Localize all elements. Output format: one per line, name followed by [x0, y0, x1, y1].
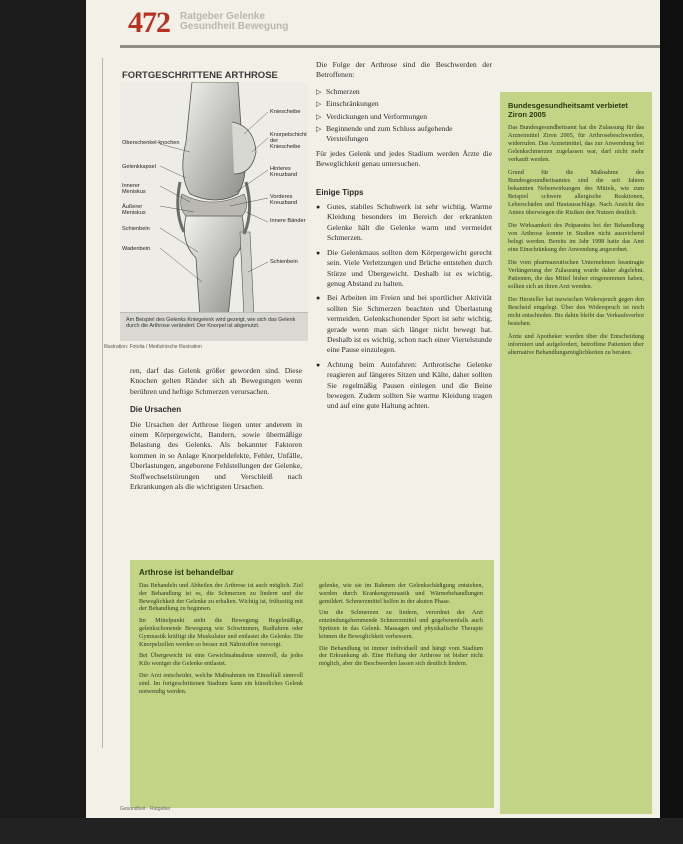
page-footer: Gesundheit · Ratgeber [120, 806, 171, 812]
scan-bottom-edge [0, 818, 683, 844]
page-header-text: Ratgeber Gelenke Gesundheit Bewegung [180, 11, 289, 32]
fig-label-left-2: Gelenkkapsel [122, 164, 156, 170]
fig-label-right-1: Kniescheibe [270, 109, 301, 115]
tip-item: ● Gutes, stabiles Schuhwerk ist sehr wichtig. Warme Kleidung besonders im Bereich der erkrankten Gelenke hält die Gelenke warm und vermeidet Schmerzen. [316, 202, 492, 244]
symptom-item: ▷ Verdickungen und Verformungen [316, 112, 492, 122]
fig-label-right-3: Hinteres Kreuzband [270, 166, 298, 178]
bottom-box-col-2 [319, 582, 483, 672]
bottom-paragraph: Das Behandeln und Abheilen der Arthrose ist auch möglich. Ziel der Behandlung ist es, die Schmerzen zu lindern und die Beweglichkeit der Gelenke zu erhalten. Wichtig ist, frühzeitig mit der Behandlung zu beginnen. [139, 582, 303, 613]
figure-credit: Illustration: Fotolia / Medizinische Illustration [104, 344, 202, 350]
causes-text: Die Ursachen der Arthrose liegen unter anderem in einem Körpergewicht, Bandern, sowie übermäßige Belastung des Gelenks. Als bekannter Faktoren kommen in so Anlage Knorpeldefekte, Fehler, Unfälle, Überlastungen, angeborene Fehlstellungen der Gelenke, Stoffwechselstörungen und Verschleiß nach Erkrankungen als die wichtigsten Ursachen. [130, 419, 302, 492]
fig-label-right-5: Innere Bänder [270, 218, 306, 224]
side-box-paragraph: Die Wirksamkeit des Präparates bei der Behandlung von Arthrose konnte in Studien nicht ausreichend belegt werden. Bereits im Jahr 1998 hatte das Amt eine Einschränkung der Anwendung angeordnet. [508, 222, 644, 253]
tip-item: ● Die Gelenkmaus sollten dem Körpergewicht gerecht sein. Viele Verletzungen und Brüche entstehen durch Stürze und Übergewicht. Deshalb ist es wichtig, genug Abstand zu halten. [316, 248, 492, 290]
fig-label-left-3: Innerer Meniskus [122, 183, 146, 195]
knee-illustration [120, 82, 308, 318]
side-box-paragraph: Die vom pharmazeutischen Unternehmen beantragte Verlängerung der Zulassung wurde daher abgelehnt. Patienten, die das Mittel bisher eingenommen haben, sollten sich an ihren Arzt wenden. [508, 259, 644, 290]
left-intro: ren, darf das Gelenk größer geworden sind. Diese Knochen gelten Ränder sich ab Bewegungen wenn berühren und heftige Schmerzen verursachen. [130, 366, 302, 396]
bottom-paragraph: Bei Übergewicht ist eine Gewichtsabnahme sinnvoll, da jedes Kilo weniger die Gelenke entlastet. [139, 652, 303, 668]
side-box-paragraph: Ärzte und Apotheker wurden über die Entscheidung informiert und aufgefordert, betroffene Patienten über alternative Behandlungsmöglichkeiten zu beraten. [508, 333, 644, 356]
bottom-box-title: Arthrose ist behandelbar [139, 568, 234, 577]
fig-label-left-4: Äußerer Meniskus [122, 204, 146, 216]
bottom-paragraph: Im Mittelpunkt steht die Bewegung. Regelmäßige, gelenkschonende Bewegung wie Schwimmen, Radfahren oder Gymnastik kräftigt die Muskulatur und entlastet die Gelenke. Die Knorpelzellen werden so besser mit Nährstoffen versorgt. [139, 617, 303, 648]
figure-title: FORTGESCHRITTENE ARTHROSE [122, 70, 278, 81]
tip-item: ● Achtung beim Autofahren: Arthrotische Gelenke reagieren auf längeres Sitzen und Kälte, daher sollten Sie regelmäßig Pausen einlegen und die Beine bewegen. Zudem sollten Sie warme Kleidung tragen und auf eine gute Haltung achten. [316, 360, 492, 412]
left-column [130, 366, 302, 498]
causes-heading: Die Ursachen [130, 405, 182, 415]
fig-label-left-6: Wadenbein [122, 246, 151, 252]
header-rule [120, 45, 660, 48]
side-info-box [500, 92, 652, 814]
knee-figure [118, 60, 310, 352]
bottom-box-col-1 [139, 582, 303, 699]
bottom-info-box [130, 560, 494, 808]
middle-column [316, 60, 492, 416]
side-box-paragraph: Der Hersteller hat inzwischen Widerspruch gegen den Bescheid eingelegt. Über den Widerspruch ist noch nicht entschieden. Bis dahin bleibt das Verkaufsverbot bestehen. [508, 296, 644, 327]
fig-label-right-4: Vorderes Kreuzband [270, 194, 298, 206]
fig-label-left-5: Schienbein [122, 226, 150, 232]
symptom-item: ▷ Beginnende und zum Schluss aufgehende Versteifungen [316, 124, 492, 145]
tip-item: ● Bei Arbeiten im Freien und bei sportlicher Aktivität sollten Sie Schmerzen beachten und Überlastung vermeiden. Gelenkschonender Sport ist sehr wichtig, gerade wenn man sich länger nicht bewegt hat. Deshalb ist es wichtig, schon nach einer Viertelstunde eine Pause einzulegen. [316, 293, 492, 355]
page-number: 472 [128, 6, 170, 39]
side-box-title: Bundesgesundheitsamt verbietet Ziron 2005 [508, 101, 628, 119]
bottom-paragraph: Um die Schmerzen zu lindern, verordnet der Arzt entzündungshemmende Schmerzmittel und gegebenenfalls auch Spritzen in das Gelenk. Massagen und physikalische Therapie können die Beweglichkeit verbessern. [319, 609, 483, 640]
tips-list [316, 202, 492, 412]
page-edge-shadow [660, 0, 683, 844]
bottom-paragraph: gelenke, wie sie im Rahmen der Gelenkschädigung entstehen, werden durch Krankengymnastik und Wärmebehandlungen gemildert. Schmerzmittel helfen in der akuten Phase. [319, 582, 483, 605]
fig-label-right-6: Schienbein [270, 259, 298, 265]
tips-heading: Einige Tipps [316, 187, 364, 197]
figure-caption-strip [120, 312, 308, 341]
column-rule [102, 58, 103, 748]
side-box-paragraph: Das Bundesgesundheitsamt hat die Zulassung für das Arzneimittel Ziron 2005, für Arthrosebeschwerden, widerrufen. Das Arzneimittel, das zur Anwendung bei Gelenkschmerzen zugelassen war, darf nicht mehr verkauft werden. [508, 124, 644, 163]
after-symptoms: Für jedes Gelenk und jedes Stadium werden Ärzte die Beweglichkeit genau untersuchen. [316, 148, 492, 169]
fig-label-left-1: Oberschenkel-knochen [122, 140, 180, 146]
symptom-item: ▷ Einschränkungen [316, 99, 492, 109]
bottom-paragraph: Die Behandlung ist immer individuell und hängt vom Stadium der Erkrankung ab. Eine Heilung der Arthrose ist bisher nicht möglich, aber die Beschwerden lassen sich deutlich lindern. [319, 644, 483, 668]
bottom-paragraph: Der Arzt entscheidet, welche Maßnahmen im Einzelfall sinnvoll sind. Im fortgeschrittenen Stadium kann ein künstliches Gelenk notwendig werden. [139, 671, 303, 695]
side-box-paragraph: Grund für die Maßnahme des Bundesgesundheitsamtes sind die seit Jahren bekannten Nebenwirkungen des Mittels, wie zum Beispiel schwere allergische Reaktionen, Leberschäden und Hautausschläge. Nach Ansicht des Amtes überwiegen die Risiken den Nutzen deutlich. [508, 169, 644, 216]
fig-label-right-2: Knorpelschicht der Kniescheibe [270, 132, 307, 150]
figure-caption: Am Beispiel des Gelenks Kniegelenk wird gezeigt, wie sich das Gelenk durch die Arthrose verändert: Der Knorpel ist abgenutzt. [126, 317, 296, 330]
symptom-list [316, 87, 492, 145]
middle-intro: Die Folge der Arthrose sind die Beschwerden der Betroffenen: [316, 60, 492, 80]
symptom-item: ▷ Schmerzen [316, 87, 492, 97]
